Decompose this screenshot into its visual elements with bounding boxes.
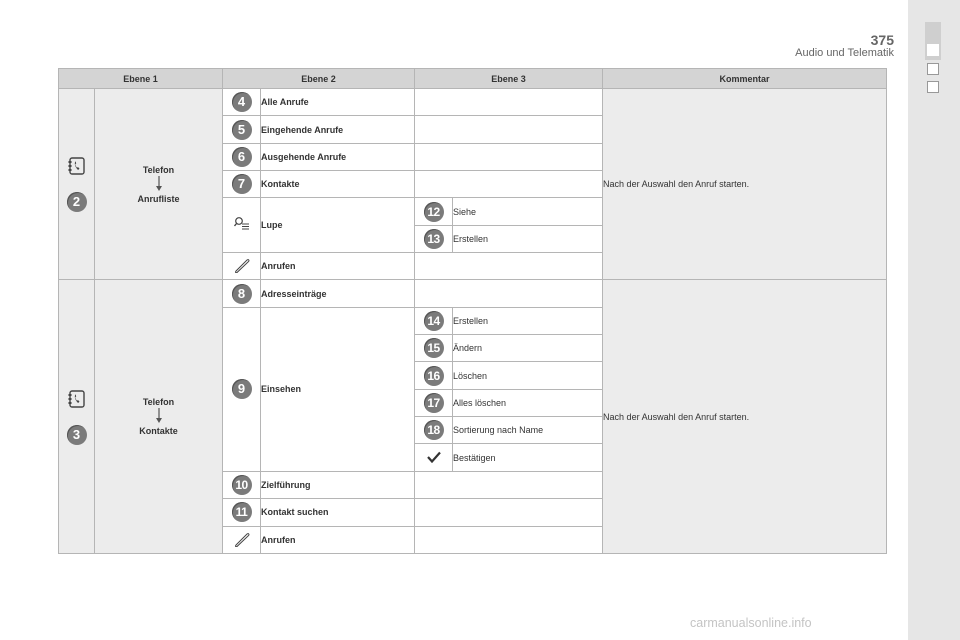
step-badge: 13: [424, 229, 444, 249]
watermark: carmanualsonline.info: [690, 616, 812, 630]
empty-cell: [415, 253, 603, 280]
level1-label: Telefon: [142, 397, 175, 408]
level3-label: Löschen: [453, 362, 603, 389]
badge-cell: [415, 417, 453, 444]
badge-cell: [415, 225, 453, 252]
badge-cell: [223, 89, 261, 116]
phone-handset-icon: [234, 257, 250, 273]
step-badge: 11: [232, 502, 252, 522]
level2-label: Anrufen: [261, 253, 415, 280]
badge-cell: [223, 143, 261, 170]
step-badge: 9: [232, 379, 252, 399]
badge-cell: [415, 335, 453, 362]
menu-table: [58, 68, 887, 554]
icon-cell: [223, 526, 261, 554]
level1-cell: [95, 280, 223, 554]
empty-cell: [415, 143, 603, 170]
table-row: [59, 280, 887, 307]
column-header: Kommentar: [603, 69, 887, 89]
level2-label: Alle Anrufe: [261, 89, 415, 116]
step-badge: 8: [232, 284, 252, 304]
table-header-row: [59, 69, 887, 89]
step-badge: 5: [232, 120, 252, 140]
level1-cell: [95, 89, 223, 280]
comment-cell: Nach der Auswahl den Anruf starten.: [603, 89, 887, 280]
column-header: Ebene 2: [223, 69, 415, 89]
phone-handset-icon: [234, 531, 250, 547]
badge-cell: [223, 471, 261, 498]
level2-label: Lupe: [261, 198, 415, 253]
checkmark-icon: [427, 451, 441, 463]
badge-cell: [223, 307, 261, 471]
step-badge: 15: [424, 338, 444, 358]
step-badge: 17: [424, 393, 444, 413]
arrow-down-icon: [155, 408, 163, 424]
search-list-icon: [234, 216, 250, 232]
sidebar-marker-active: [927, 44, 939, 56]
comment-cell: Nach der Auswahl den Anruf starten.: [603, 280, 887, 554]
icon-cell: [223, 253, 261, 280]
badge-cell: [415, 389, 453, 416]
step-badge: 2: [67, 192, 87, 212]
empty-cell: [415, 116, 603, 143]
level2-label: Adresseinträge: [261, 280, 415, 307]
empty-cell: [415, 280, 603, 307]
badge-cell: [415, 307, 453, 334]
step-badge: 3: [67, 425, 87, 445]
level2-label: Kontakt suchen: [261, 499, 415, 526]
page-number: 375: [870, 32, 894, 48]
level3-label: Sortierung nach Name: [453, 417, 603, 444]
arrow-down-icon: [155, 176, 163, 192]
page-section-title: Audio und Telematik: [795, 47, 894, 59]
level3-label: Ändern: [453, 335, 603, 362]
badge-cell: [223, 499, 261, 526]
level3-label: Siehe: [453, 198, 603, 225]
level2-label: Kontakte: [261, 171, 415, 198]
table-row: [59, 89, 887, 116]
level1-label: Telefon: [142, 164, 175, 175]
empty-cell: [415, 526, 603, 554]
level2-label: Zielführung: [261, 471, 415, 498]
step-badge: 4: [232, 92, 252, 112]
step-badge: 6: [232, 147, 252, 167]
icon-cell: [415, 444, 453, 471]
level1-label: Anrufliste: [137, 193, 180, 204]
level2-label: Anrufen: [261, 526, 415, 554]
step-badge: 12: [424, 202, 444, 222]
sidebar-marker: [927, 63, 939, 75]
column-header: Ebene 1: [59, 69, 223, 89]
level2-label: Einsehen: [261, 307, 415, 471]
badge-cell: [223, 116, 261, 143]
step-badge: 10: [232, 475, 252, 495]
step-badge: 16: [424, 366, 444, 386]
sidebar-marker: [927, 81, 939, 93]
column-header: Ebene 3: [415, 69, 603, 89]
badge-cell: [223, 171, 261, 198]
level2-label: Eingehende Anrufe: [261, 116, 415, 143]
level0-cell: [59, 280, 95, 554]
level3-label: Alles löschen: [453, 389, 603, 416]
badge-cell: [415, 198, 453, 225]
page-sidebar: [908, 0, 960, 640]
level3-label: Bestätigen: [453, 444, 603, 471]
level1-label: Kontakte: [139, 426, 178, 437]
icon-cell: [223, 198, 261, 253]
level3-label: Erstellen: [453, 307, 603, 334]
empty-cell: [415, 171, 603, 198]
phone-contacts-icon: [68, 389, 86, 409]
level0-cell: [59, 89, 95, 280]
badge-cell: [223, 280, 261, 307]
step-badge: 18: [424, 420, 444, 440]
level2-label: Ausgehende Anrufe: [261, 143, 415, 170]
empty-cell: [415, 499, 603, 526]
level3-label: Erstellen: [453, 225, 603, 252]
empty-cell: [415, 471, 603, 498]
step-badge: 14: [424, 311, 444, 331]
badge-cell: [415, 362, 453, 389]
step-badge: 7: [232, 174, 252, 194]
empty-cell: [415, 89, 603, 116]
phone-contacts-icon: [68, 156, 86, 176]
